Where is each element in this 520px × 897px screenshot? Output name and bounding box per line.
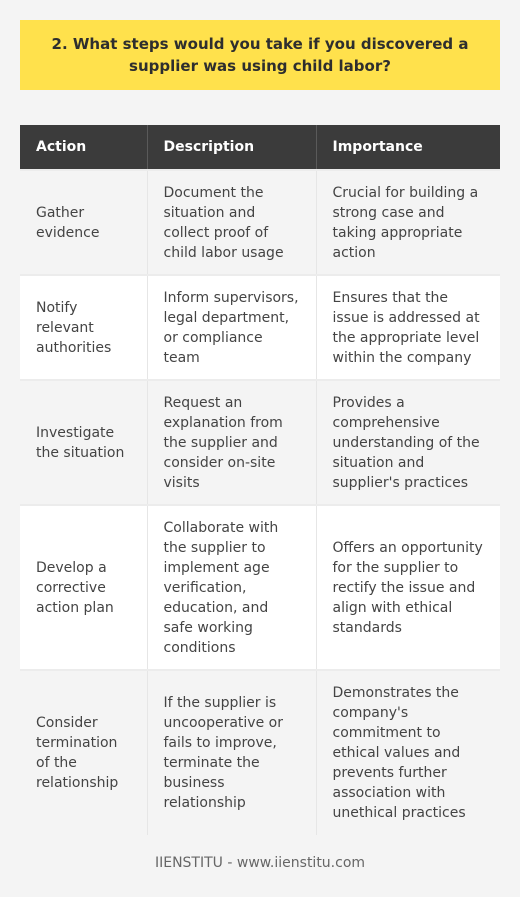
table-row <box>20 170 500 275</box>
action-cell: Develop a corrective action plan <box>20 505 147 670</box>
importance-cell: Demonstrates the company's commitment to ethical values and prevents further association with unethical practices <box>316 670 500 835</box>
importance-cell: Provides a comprehensive understanding of the situation and supplier's practices <box>316 380 500 505</box>
title-banner <box>20 20 500 90</box>
table-row <box>20 505 500 670</box>
importance-cell: Offers an opportunity for the supplier to rectify the issue and align with ethical standards <box>316 505 500 670</box>
table-row <box>20 670 500 835</box>
action-cell: Notify relevant authorities <box>20 275 147 380</box>
description-cell: Inform supervisors, legal department, or compliance team <box>147 275 316 380</box>
column-header-importance: Importance <box>316 125 500 170</box>
column-header-description: Description <box>147 125 316 170</box>
description-cell: Collaborate with the supplier to implement age verification, education, and safe working conditions <box>147 505 316 670</box>
steps-table <box>20 125 500 835</box>
action-cell: Investigate the situation <box>20 380 147 505</box>
column-header-action: Action <box>20 125 147 170</box>
description-cell: Request an explanation from the supplier and consider on-site visits <box>147 380 316 505</box>
table-row <box>20 380 500 505</box>
footer-credit: IIENSTITU - www.iienstitu.com <box>154 855 366 871</box>
page-title: 2. What steps would you take if you discovered a supplier was using child labor? <box>51 35 469 75</box>
importance-cell: Ensures that the issue is addressed at the appropriate level within the company <box>316 275 500 380</box>
table-row <box>20 275 500 380</box>
importance-cell: Crucial for building a strong case and taking appropriate action <box>316 170 500 275</box>
description-cell: Document the situation and collect proof of child labor usage <box>147 170 316 275</box>
description-cell: If the supplier is uncooperative or fails to improve, terminate the business relationship <box>147 670 316 835</box>
action-cell: Consider termination of the relationship <box>20 670 147 835</box>
table-header-row <box>20 125 500 170</box>
action-cell: Gather evidence <box>20 170 147 275</box>
